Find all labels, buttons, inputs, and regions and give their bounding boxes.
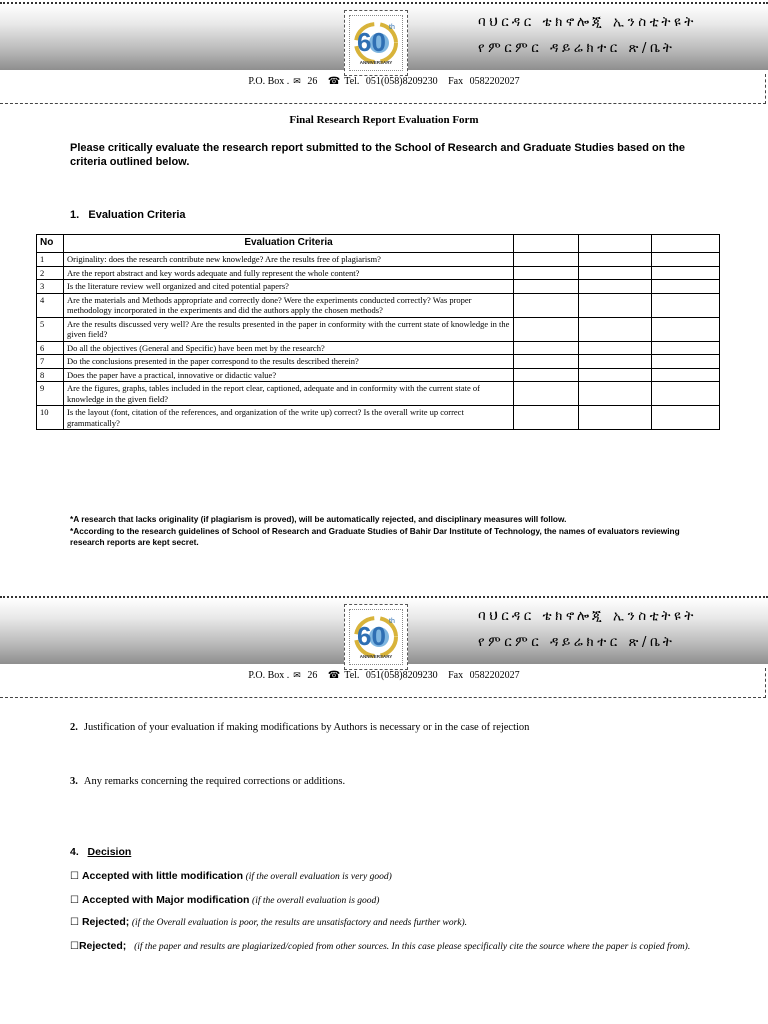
section2-heading — [70, 722, 529, 733]
rating-cell-3[interactable] — [652, 406, 720, 430]
section4-title: Decision — [87, 846, 132, 858]
checkbox-icon[interactable]: ☐ — [70, 917, 79, 928]
section3-number: 3. — [70, 776, 78, 787]
section1-number: 1. — [70, 209, 80, 221]
tel-label: Tel. — [344, 76, 360, 87]
tel-label: Tel. — [344, 670, 360, 681]
logo-text: ANNIVERSARY — [359, 60, 393, 65]
row-criterion: Does the paper have a practical, innovative or didactic value? — [64, 368, 514, 382]
rating-column-1 — [514, 235, 579, 253]
row-criterion: Is the layout (font, citation of the references, and organization of the write up) correct? Is the overall write up correct grammatically? — [64, 406, 514, 430]
anniversary-logo — [344, 10, 408, 76]
logo-text: ANNIVERSARY — [359, 654, 393, 659]
table-header-row — [37, 235, 720, 253]
rating-cell-2[interactable] — [579, 266, 652, 280]
table-row — [37, 317, 720, 341]
rating-cell-2[interactable] — [579, 355, 652, 369]
header-criteria: Evaluation Criteria — [64, 235, 514, 253]
rating-cell-3[interactable] — [652, 293, 720, 317]
rating-cell-3[interactable] — [652, 253, 720, 267]
phone-icon: ☎ — [327, 76, 341, 87]
row-criterion: Is the literature review well organized and cited potential papers? — [64, 280, 514, 294]
rating-cell-2[interactable] — [579, 317, 652, 341]
section4-heading — [70, 846, 131, 858]
option-note: (if the paper and results are plagiarized/copied from other sources. In this case please specifically cite the source where the paper is copied from). — [134, 942, 691, 952]
po-box-number: 26 — [307, 670, 318, 681]
table-row — [37, 355, 720, 369]
row-number: 8 — [37, 368, 64, 382]
rating-cell-3[interactable] — [652, 355, 720, 369]
rating-cell-2[interactable] — [579, 253, 652, 267]
row-criterion: Are the report abstract and key words adequate and fully represent the whole content? — [64, 266, 514, 280]
rating-cell-3[interactable] — [652, 266, 720, 280]
po-box-label: P.O. Box . — [248, 670, 290, 681]
section3-heading — [70, 776, 345, 787]
row-number: 3 — [37, 280, 64, 294]
rating-cell-2[interactable] — [579, 280, 652, 294]
table-row — [37, 368, 720, 382]
rating-cell-2[interactable] — [579, 293, 652, 317]
section2-number: 2. — [70, 722, 78, 733]
rating-cell-2[interactable] — [579, 368, 652, 382]
note-confidentiality: *According to the research guidelines of School of Research and Graduate Studies of Bahir Dar Institute of Technology, the names of evaluators reviewing research reports are kept secret. — [70, 525, 680, 547]
row-number: 2 — [37, 266, 64, 280]
criteria-table — [36, 234, 720, 430]
option-label: Accepted with Major modification — [81, 894, 250, 906]
section1-title: Evaluation Criteria — [88, 209, 186, 221]
rating-cell-1[interactable] — [514, 280, 579, 294]
table-row — [37, 253, 720, 267]
option-label: Accepted with little modification — [81, 870, 243, 882]
rating-cell-2[interactable] — [579, 341, 652, 355]
row-criterion: Originality: does the research contribute new knowledge? Are the results free of plagiarism? — [64, 253, 514, 267]
rating-cell-1[interactable] — [514, 406, 579, 430]
rating-cell-1[interactable] — [514, 382, 579, 406]
section3-text: Any remarks concerning the required corrections or additions. — [83, 776, 346, 787]
checkbox-icon[interactable]: ☐ — [70, 895, 79, 906]
rating-cell-1[interactable] — [514, 341, 579, 355]
rating-cell-1[interactable] — [514, 293, 579, 317]
logo-graphic — [345, 11, 407, 75]
rating-cell-1[interactable] — [514, 368, 579, 382]
row-number: 1 — [37, 253, 64, 267]
mail-icon: ✉ — [293, 671, 301, 681]
table-row — [37, 266, 720, 280]
rating-cell-1[interactable] — [514, 253, 579, 267]
row-number: 10 — [37, 406, 64, 430]
fax-number: 0582202027 — [469, 76, 520, 87]
option-note: (if the Overall evaluation is poor, the results are unsatisfactory and needs further work). — [131, 918, 468, 928]
section4-number: 4. — [70, 846, 79, 858]
table-row — [37, 293, 720, 317]
tel-number: 051(058)8209230 — [365, 670, 438, 681]
rating-cell-2[interactable] — [579, 406, 652, 430]
row-criterion: Are the figures, graphs, tables included in the report clear, captioned, adequate and in conformity with the current state of knowledge in the given field? — [64, 382, 514, 406]
anniversary-logo — [344, 604, 408, 670]
rating-cell-3[interactable] — [652, 382, 720, 406]
office-name-amharic: የምርምር ዳይሬክተር ጽ/ቤት — [478, 634, 676, 650]
rating-cell-3[interactable] — [652, 368, 720, 382]
checkbox-icon[interactable]: ☐ — [70, 941, 79, 952]
logo-number: 60 — [357, 621, 386, 651]
logo-graphic — [345, 605, 407, 669]
decision-option-rejected-plagiarized[interactable] — [70, 940, 710, 954]
option-note: (if the overall evaluation is good) — [252, 896, 380, 906]
intro-text: Please critically evaluate the research report submitted to the School of Research and Graduate Studies based on the criteria outlined below. — [70, 142, 685, 168]
fax-label: Fax — [448, 76, 464, 87]
row-criterion: Are the materials and Methods appropriate and correctly done? Were the experiments conducted correctly? Was proper methodology incorporated in the experiments and did the authors apply the chosen methods? — [64, 293, 514, 317]
rating-column-3 — [652, 235, 720, 253]
office-name-amharic: የምርምር ዳይሬክተር ጽ/ቤት — [478, 40, 676, 56]
contact-line — [0, 670, 768, 681]
row-criterion: Do all the objectives (General and Specific) have been met by the research? — [64, 341, 514, 355]
fax-label: Fax — [448, 670, 464, 681]
rating-cell-2[interactable] — [579, 382, 652, 406]
decision-option-rejected-poor[interactable] — [70, 916, 467, 928]
notes-block — [70, 514, 710, 549]
table-row — [37, 382, 720, 406]
po-box-number: 26 — [307, 76, 318, 87]
logo-number: 60 — [357, 27, 386, 57]
section1-heading — [70, 209, 186, 221]
checkbox-icon[interactable]: ☐ — [70, 871, 79, 882]
rating-cell-3[interactable] — [652, 341, 720, 355]
table-row — [37, 280, 720, 294]
rating-cell-1[interactable] — [514, 266, 579, 280]
header-no: No — [37, 235, 64, 253]
tel-number: 051(058)8209230 — [365, 76, 438, 87]
row-number: 4 — [37, 293, 64, 317]
option-label: Rejected; — [78, 940, 127, 952]
option-label: Rejected; — [81, 916, 130, 928]
section2-text: Justification of your evaluation if making modifications by Authors is necessary or in the case of rejection — [83, 722, 530, 733]
fax-number: 0582202027 — [469, 670, 520, 681]
rating-cell-1[interactable] — [514, 355, 579, 369]
row-criterion: Are the results discussed very well? Are the results presented in the paper in conformity with the current state of knowledge in the given field? — [64, 317, 514, 341]
row-number: 5 — [37, 317, 64, 341]
phone-icon: ☎ — [327, 670, 341, 681]
contact-line — [0, 76, 768, 87]
institute-name-amharic: ባህርዳር ቴክኖሎጂ ኢንስቲትዩት — [478, 14, 697, 30]
table-row — [37, 406, 720, 430]
rating-cell-1[interactable] — [514, 317, 579, 341]
logo-suffix: th — [389, 24, 395, 31]
option-note: (if the overall evaluation is very good) — [245, 872, 392, 882]
decision-option-little-mod[interactable] — [70, 870, 392, 882]
institute-name-amharic: ባህርዳር ቴክኖሎጂ ኢንስቲትዩት — [478, 608, 697, 624]
table-row — [37, 341, 720, 355]
form-title: Final Research Report Evaluation Form — [289, 114, 479, 126]
row-criterion: Do the conclusions presented in the paper correspond to the results described therein? — [64, 355, 514, 369]
row-number: 7 — [37, 355, 64, 369]
rating-cell-3[interactable] — [652, 280, 720, 294]
rating-cell-3[interactable] — [652, 317, 720, 341]
row-number: 9 — [37, 382, 64, 406]
po-box-label: P.O. Box . — [248, 76, 290, 87]
logo-suffix: th — [389, 618, 395, 625]
decision-option-major-mod[interactable] — [70, 894, 379, 906]
row-number: 6 — [37, 341, 64, 355]
rating-column-2 — [579, 235, 652, 253]
note-originality: *A research that lacks originality (if plagiarism is proved), will be automatically rejected, and disciplinary measures will follow. — [70, 514, 567, 524]
mail-icon: ✉ — [293, 77, 301, 87]
